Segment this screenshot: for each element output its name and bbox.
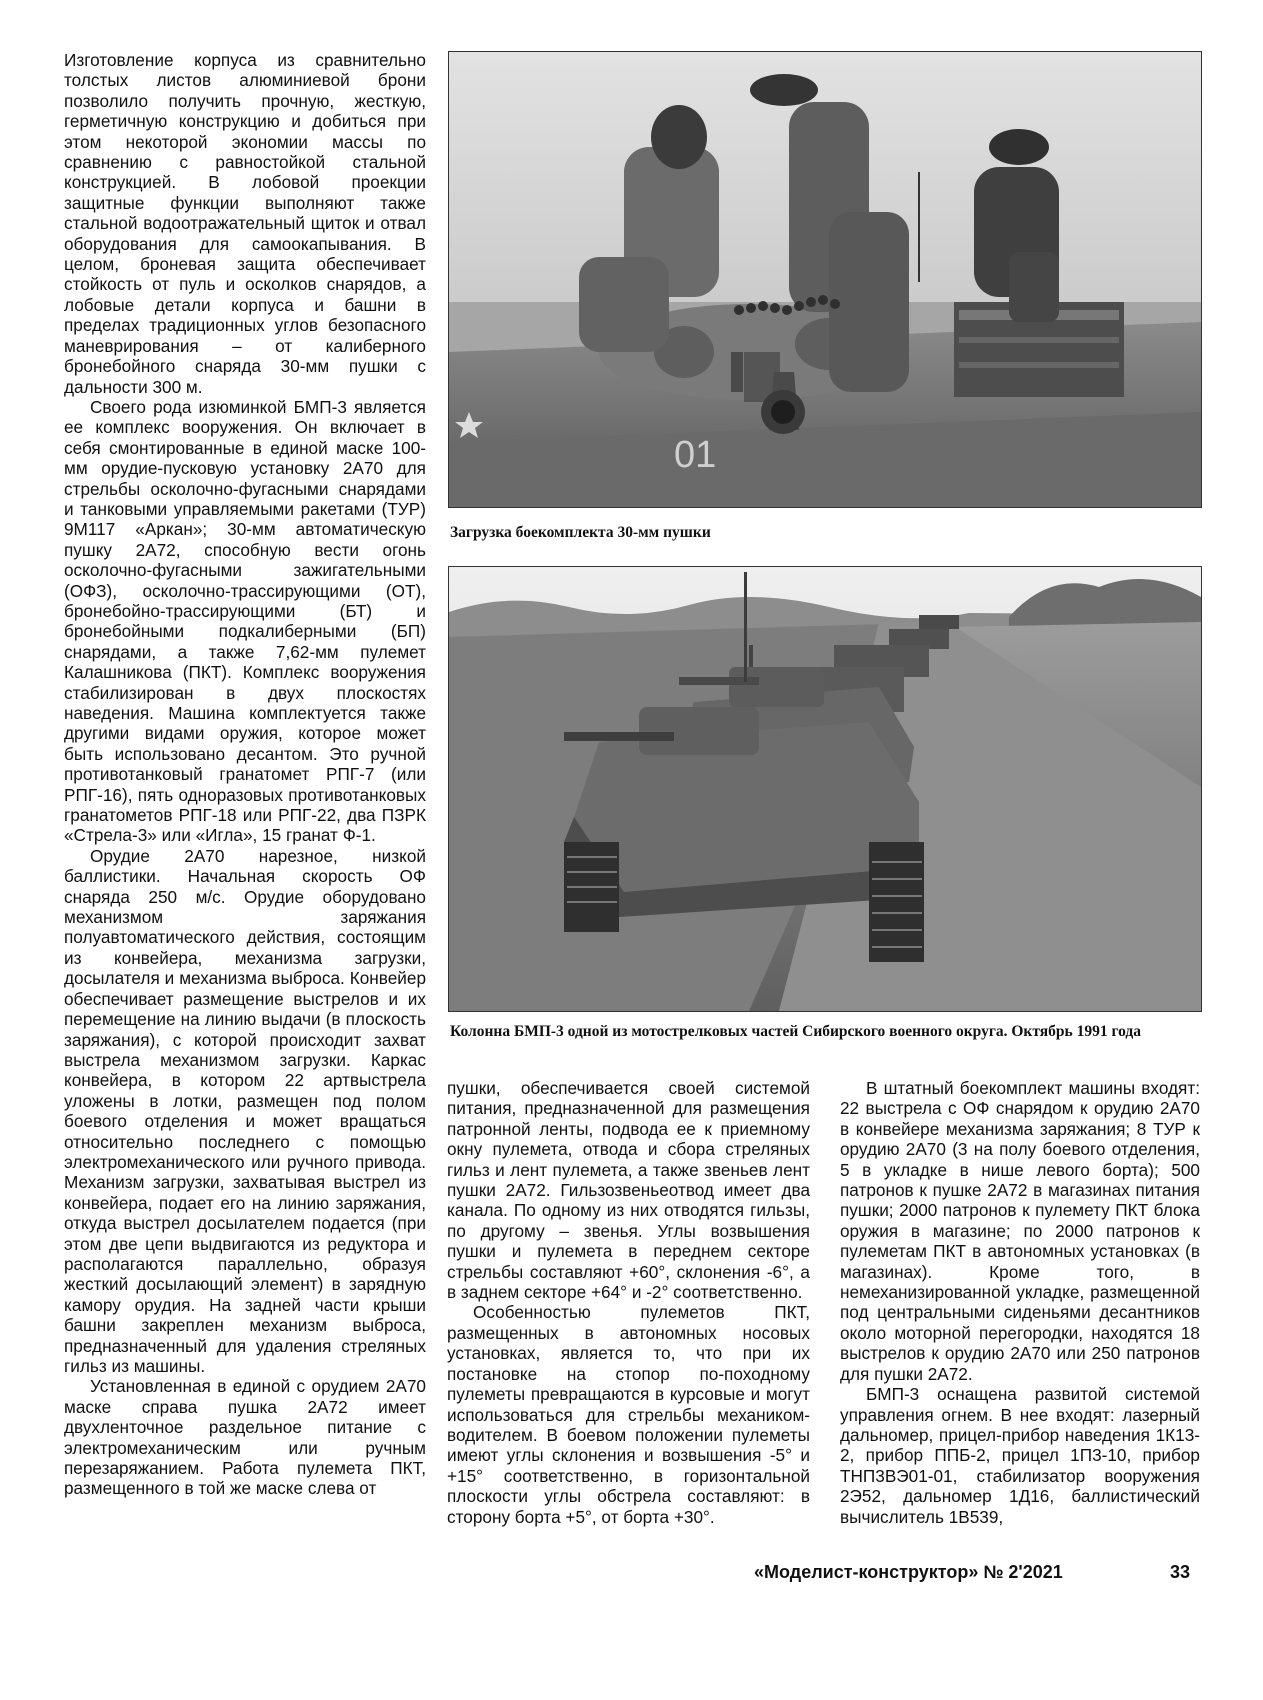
right-text-column: [840, 1078, 1200, 1527]
magazine-footer: «Моделист-конструктор» № 2'2021: [754, 1562, 1063, 1582]
paragraph: Установленная в единой с орудием 2А70 маске справа пушка 2А72 имеет двухленточное раздельное питание с электромеханическим или ручным перезаряжанием. Работа пулемета ПКТ, размещенного в той же маске слева от: [64, 1376, 426, 1499]
left-text-column: [64, 50, 426, 1499]
photo-ammo-loading: [448, 51, 1202, 508]
paragraph: Изготовление корпуса из сравнительно толстых листов алюминиевой брони позволило получить прочную, жесткую, герметичную конструкцию и добиться при этом некоторой экономии массы по сравнению с равностойкой стальной конструкцией. В лобовой проекции защитные функции выполняют также стальной водоотражательный щиток и отвал оборудования для самоокапывания. В целом, броневая защита обеспечивает стойкость от пуль и осколков снарядов, а лобовые детали корпуса и башни в пределах традиционных углов безопасного маневрирования – от калиберного бронебойного снаряда 30-мм пушки с дальности 300 м.: [64, 50, 426, 397]
paragraph: БМП-3 оснащена развитой системой управления огнем. В нее входят: лазерный дальномер, прицел-прибор наведения 1К13-2, прибор ППБ-2, прицел 1П3-10, прибор ТНП3ВЭ01-01, стабилизатор вооружения 2Э52, дальномер 1Д16, баллистический вычислитель 1В539,: [840, 1384, 1200, 1527]
photo-caption-top: Загрузка боекомплекта 30-мм пушки: [450, 524, 711, 541]
paragraph: Орудие 2А70 нарезное, низкой баллистики. Начальная скорость ОФ снаряда 250 м/с. Орудие оборудовано механизмом заряжания полуавтоматического действия, состоящим из конвейера, механизма загрузки, досылателя и механизма выброса. Конвейер обеспечивает размещение выстрелов и их перемещение на линию выдачи (в плоскость заряжания), с которой происходит захват выстрела механизмом загрузки. Каркас конвейера, в котором 22 артвыстрела уложены в лотки, размещен под полом боевого отделения и может вращаться относительно последнего с помощью электромеханического или ручного привода. Механизм загрузки, захватывая выстрел из конвейера, подает его на линию заряжания, откуда выстрел досылателем подается (при этом две цепи выдвигаются из редуктора и располагаются параллельно, образуя жесткий досылающий элемент) в зарядную камору орудия. На задней части крыши башни закреплен механизм выброса, предназначенный для удаления стреляных гильз из машины.: [64, 845, 426, 1376]
photo-caption-bottom: Колонна БМП-3 одной из мотострелковых частей Сибирского военного округа. Октябрь 1991 года: [450, 1023, 1141, 1040]
hull-number: 01: [674, 434, 717, 476]
page-number: 33: [1170, 1562, 1191, 1582]
photo-bmp3-column: [448, 566, 1202, 1012]
paragraph: Особенностью пулеметов ПКТ, размещенных в автономных носовых установках, является то, что при их постановке на стопор по-походному пулеметы превращаются в курсовые и могут использоваться для стрельбы механиком-водителем. В боевом положении пулеметы имеют углы склонения и возвышения -5° и +15° соответственно, в горизонтальной плоскости углы обстрела составляют: в сторону борта +5°, от борта +30°.: [447, 1302, 810, 1527]
paragraph: пушки, обеспечивается своей системой питания, предназначенной для размещения патронной ленты, подвода ее к приемному окну пулемета, отвода и сбора стреляных гильз и лент пулемета, а также звеньев лент пушки 2А72. Гильзозвеньеотвод имеет два канала. По одному из них отводятся гильзы, по другому – звенья. Углы возвышения пушки и пулемета в переднем секторе стрельбы составляют +60°, склонения -6°, а в заднем секторе +64° и -2° соответственно.: [447, 1078, 810, 1303]
middle-text-column: [447, 1078, 810, 1527]
paragraph: В штатный боекомплект машины входят: 22 выстрела с ОФ снарядом к орудию 2А70 в конвейере механизма заряжания; 8 ТУР к орудию 2А70 (3 на полу боевого отделения, 5 в укладке в нише левого борта); 500 патронов к пушке 2А72 в магазинах питания пушки; 2000 патронов к пулемету ПКТ блока оружия в магазине; по 2000 патронов к пулеметам ПКТ в автономных установках (в магазинах). Кроме того, в немеханизированной укладке, размещенной под центральными сиденьями десантников около моторной перегородки, находятся 18 выстрелов к орудию 2А70 или 250 патронов для пушки 2А72.: [840, 1078, 1200, 1384]
paragraph: Своего рода изюминкой БМП-3 является ее комплекс вооружения. Он включает в себя смонтированные в единой маске 100-мм орудие-пусковую установку 2А70 для стрельбы осколочно-фугасными снарядами и танковыми управляемыми ракетами (ТУР) 9М117 «Аркан»; 30-мм автоматическую пушку 2А72, способную вести огонь осколочно-фугасными зажигательными (ОФЗ), осколочно-трассирующими (ОТ), бронебойно-трассирующими (БТ) и бронебойными подкалиберными (БП) снарядами, а также 7,62-мм пулемет Калашникова (ПКТ). Комплекс вооружения стабилизирован в двух плоскостях наведения. Машина комплектуется также другими видами оружия, которое может быть использовано десантом. Это ручной противотанковый гранатомет РПГ-7 (или РПГ-16), пять одноразовых противотанковых гранатометов РПГ-18 или РПГ-22, два ПЗРК «Стрела-3» или «Игла», 15 гранат Ф-1.: [64, 396, 426, 846]
